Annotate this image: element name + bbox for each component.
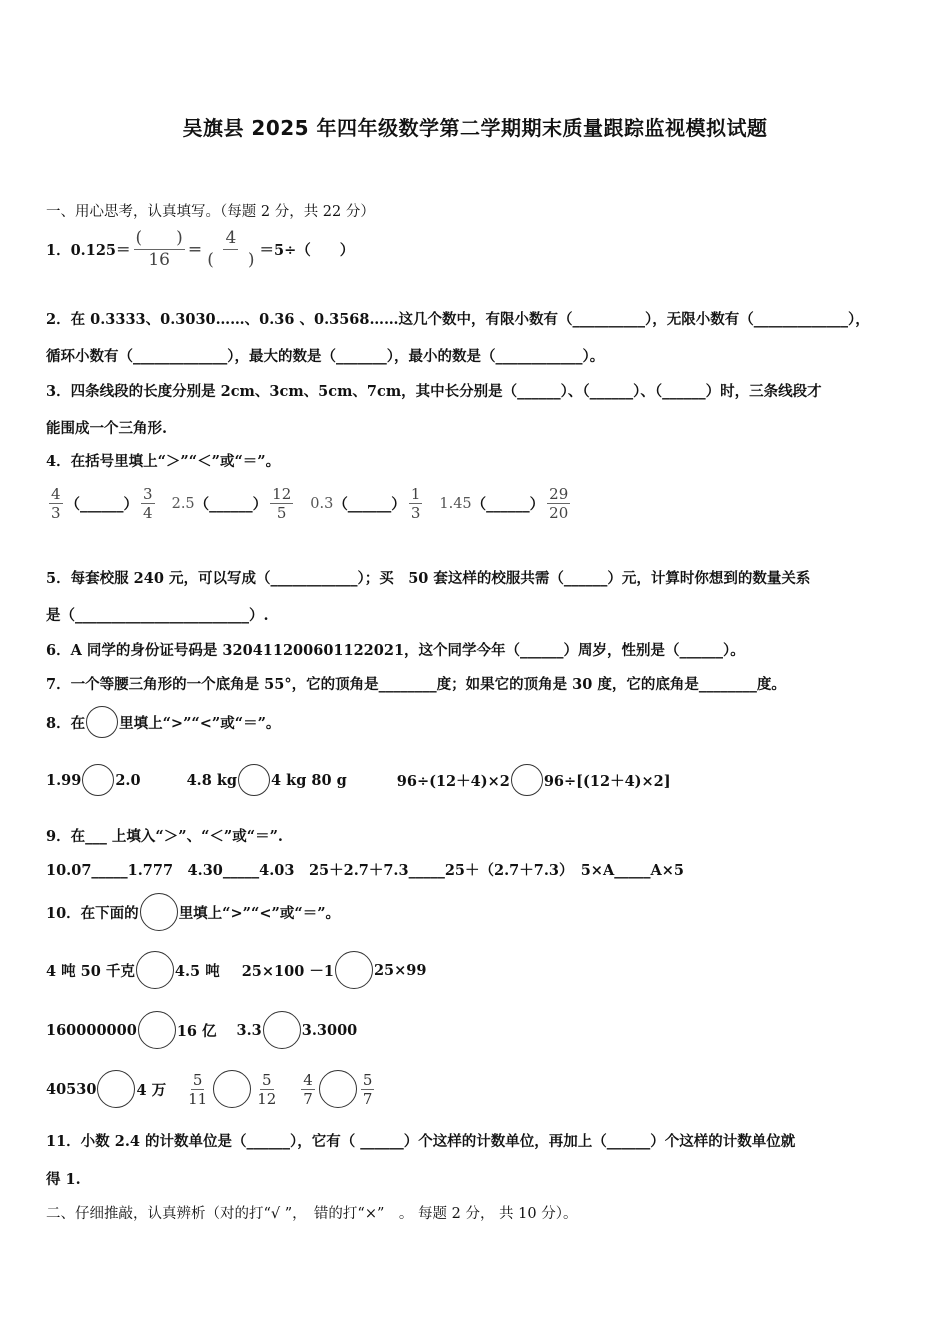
question-11-line-1: 11．小数 2.4 的计数单位是（______），它有（ ______）个这样的计数单位，再加上（______）个这样的计数单位就: [46, 1133, 796, 1150]
q10-r3-circle-1[interactable]: [97, 1070, 135, 1108]
q4-i1-a-den: 3: [51, 504, 61, 522]
q1-equals: ＝: [187, 242, 203, 259]
q10-r2-c: 3.3: [236, 1021, 262, 1039]
q4-i3-b-den: 3: [410, 504, 421, 522]
q1-f1-numerator: ( ): [135, 228, 183, 248]
q10-r1-circle-1[interactable]: [136, 951, 174, 989]
q1-f2-denominator: ( ): [207, 250, 255, 270]
q10-stem-a: 10．在下面的: [46, 904, 139, 922]
question-10-row-1: [46, 951, 426, 989]
q10-r2-b: 16 亿: [176, 1022, 217, 1040]
q1-prefix: 1．0.125＝: [46, 242, 131, 259]
question-2-line-1: 2．在 0.3333、0.3030……、0.36 、0.3568……这几个数中，有限小数有（__________），无限小数有（_____________），: [46, 311, 870, 328]
q1-f2-numerator: 4: [225, 228, 237, 248]
q4-i4-blank: （______）: [471, 496, 545, 513]
q4-i2-b-den: 5: [276, 504, 287, 522]
question-10-row-2: [46, 1011, 357, 1049]
q10-r2-circle-2[interactable]: [263, 1011, 301, 1049]
question-10-row-3: [46, 1070, 377, 1108]
q4-i2-b-num: 12: [272, 485, 292, 503]
q4-i3-a: 0.3: [310, 495, 334, 512]
q10-f1-num: 5: [192, 1070, 203, 1089]
q10-f3-num: 4: [303, 1070, 313, 1089]
q8-e1-circle[interactable]: [82, 764, 114, 796]
q10-r1-c: 25×100 －1: [241, 962, 334, 980]
q10-r3-circle-3[interactable]: [319, 1070, 357, 1108]
question-1: [46, 228, 354, 271]
q4-i4-b-den: 20: [549, 504, 569, 522]
q8-e1-left: 1.99: [46, 771, 82, 789]
question-3-line-1: 3．四条线段的长度分别是 2cm、3cm、5cm、7cm，其中长分别是（______）、（______）、（______）时，三条线段才: [46, 383, 822, 400]
q10-f4-num: 5: [362, 1070, 373, 1089]
q10-f1-den: 11: [188, 1089, 208, 1108]
q4-i2-blank: （______）: [194, 496, 268, 513]
q1-f1-denominator: 16: [148, 250, 170, 270]
question-8-items: [46, 764, 671, 796]
q10-r3-a: 40530: [46, 1080, 97, 1098]
q4-i3-blank: （______）: [333, 496, 406, 513]
q4-i1-frac-b: [141, 485, 155, 522]
q10-frac-3: [301, 1071, 315, 1108]
q4-i4-b-num: 29: [549, 485, 569, 503]
question-11-line-2: 得 1.: [46, 1171, 81, 1188]
q4-i3-frac-b: [409, 485, 423, 522]
q10-frac-1: [186, 1071, 209, 1108]
q10-r1-circle-2[interactable]: [335, 951, 373, 989]
q8-e2-circle[interactable]: [238, 764, 270, 796]
q4-i4-a: 1.45: [439, 495, 472, 512]
question-4-items: [46, 485, 573, 522]
q8-e2-right: 4 kg 80 g: [271, 771, 347, 789]
q8-stem-circle: [86, 706, 118, 738]
page-title: 吴旗县 2025 年四年级数学第二学期期末质量跟踪监视模拟试题: [182, 116, 768, 140]
q10-r2-a: 160000000: [46, 1021, 137, 1039]
q10-r2-d: 3.3000: [301, 1021, 358, 1039]
q8-e3-right: 96÷[(12＋4)×2]: [543, 772, 671, 790]
q8-e2-left: 4.8 kg: [186, 771, 238, 789]
q4-i3-b-num: 1: [410, 485, 421, 503]
question-9-row: 10.07_____1.777 4.30_____4.03 25＋2.7＋7.3_____25＋（2.7＋7.3） 5×A_____A×5: [46, 862, 684, 879]
question-3-line-2: 能围成一个三角形.: [46, 420, 168, 437]
section-1-heading: 一、用心思考，认真填写。（每题 2 分，共 22 分）: [46, 204, 375, 220]
question-10-stem: [46, 893, 340, 931]
q4-i1-frac-a: [49, 485, 63, 522]
section-2-heading: 二、仔细推敲，认真辨析（对的打“√ ”， 错的打“×” 。 每题 2 分， 共 10 分）。: [46, 1206, 578, 1222]
question-9-stem: 9．在___ 上填入“＞”、“＜”或“＝”.: [46, 828, 283, 845]
q1-fraction-1: [134, 228, 185, 271]
q1-fraction-2: [205, 228, 256, 271]
q10-stem-b: 里填上“>”“<”或“＝”。: [178, 904, 341, 922]
question-4-stem: 4．在括号里填上“＞”“＜”或“＝”。: [46, 453, 281, 470]
question-2-line-2: 循环小数有（_____________），最大的数是（_______），最小的数是（____________）。: [46, 348, 605, 365]
q4-i4-frac-b: [547, 485, 570, 522]
q8-stem-a: 8．在: [46, 714, 86, 732]
q10-f2-den: 12: [257, 1089, 277, 1108]
q1-suffix: ＝5÷（ ）: [259, 242, 355, 259]
q10-frac-2: [255, 1071, 278, 1108]
question-6: 6．A 同学的身份证号码是 320411200601122021，这个同学今年（______）周岁，性别是（______）。: [46, 642, 745, 659]
q8-e3-left: 96÷(12＋4)×2: [396, 772, 510, 790]
q10-r2-circle-1[interactable]: [138, 1011, 176, 1049]
q10-r3-circle-2[interactable]: [213, 1070, 251, 1108]
question-5-line-2: 是（________________________）.: [46, 607, 269, 624]
q4-i1-b-den: 4: [143, 504, 153, 522]
q10-f4-den: 7: [362, 1089, 373, 1108]
q8-e1-right: 2.0: [115, 771, 141, 789]
question-7: 7．一个等腰三角形的一个底角是 55°，它的顶角是________度；如果它的顶角是 30 度，它的底角是________度。: [46, 676, 786, 693]
question-8-stem: [46, 706, 280, 738]
q10-f3-den: 7: [303, 1089, 313, 1108]
q4-i1-a-num: 4: [51, 485, 61, 503]
q10-r1-b: 4.5 吨: [174, 962, 220, 980]
q10-r3-b: 4 万: [136, 1081, 167, 1099]
q8-stem-b: 里填上“>”“<”或“＝”。: [119, 714, 281, 732]
q4-i1-b-num: 3: [143, 485, 153, 503]
q8-e3-circle[interactable]: [511, 764, 543, 796]
q10-stem-circle: [140, 893, 178, 931]
q10-f2-num: 5: [261, 1070, 272, 1089]
q4-i1-blank: （______）: [65, 496, 139, 513]
q10-r1-d: 25×99: [373, 961, 427, 979]
q10-frac-4: [361, 1071, 375, 1108]
q10-r1-a: 4 吨 50 千克: [46, 962, 135, 980]
question-5-line-1: 5．每套校服 240 元，可以写成（____________）；买 50 套这样的校服共需（______）元，计算时你想到的数量关系: [46, 570, 811, 587]
q4-i2-frac-b: [270, 485, 293, 522]
q4-i2-a: 2.5: [171, 495, 195, 512]
